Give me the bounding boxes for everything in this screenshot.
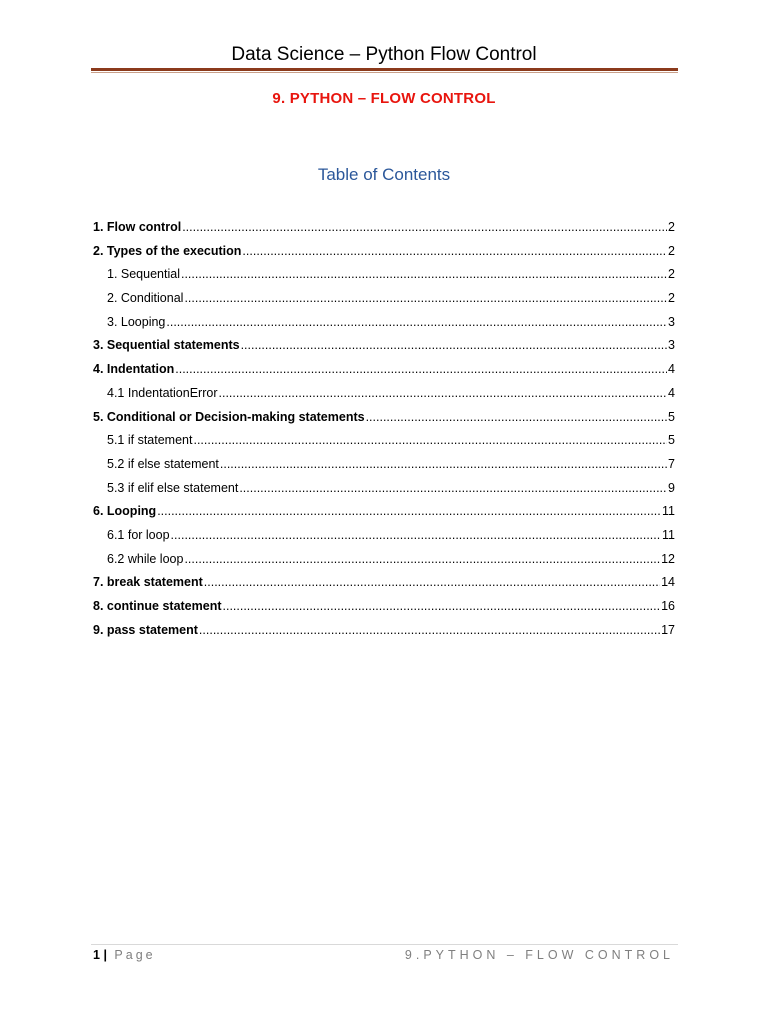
footer-rule xyxy=(91,944,678,945)
toc-dot-leader xyxy=(241,334,667,358)
footer-page-info xyxy=(93,948,156,962)
toc-entry-page: 2 xyxy=(668,243,675,258)
header-rule xyxy=(91,68,678,71)
toc-entry[interactable] xyxy=(93,358,675,382)
toc-dot-leader xyxy=(175,358,667,382)
toc-entry[interactable] xyxy=(93,334,675,358)
toc-entry[interactable] xyxy=(93,382,675,406)
footer-page-number: 1 xyxy=(93,948,100,962)
toc-entry-page: 17 xyxy=(661,622,675,637)
toc-entry[interactable] xyxy=(93,216,675,240)
toc-dot-leader xyxy=(223,595,661,619)
toc-entry[interactable] xyxy=(93,571,675,595)
toc-entry[interactable] xyxy=(93,311,675,335)
toc-dot-leader xyxy=(184,548,660,572)
toc-entry[interactable] xyxy=(93,477,675,501)
toc-entry-page: 11 xyxy=(662,527,675,542)
toc-heading: Table of Contents xyxy=(317,165,451,184)
toc-entry-page: 3 xyxy=(668,338,675,353)
toc-entry-label: 6.2 while loop xyxy=(107,551,184,566)
toc-entry-label: 1. Sequential xyxy=(107,267,180,282)
toc-entry-label: 5.1 if statement xyxy=(107,433,193,448)
toc-entry-page: 14 xyxy=(661,575,675,590)
toc-entry-page: 2 xyxy=(668,220,675,234)
toc-dot-leader xyxy=(199,619,660,643)
toc-entry-label: 7. break statement xyxy=(93,575,203,590)
toc-entry-page: 12 xyxy=(661,551,675,566)
toc-dot-leader xyxy=(204,571,660,595)
toc-entry-page: 11 xyxy=(662,504,675,519)
toc-dot-leader xyxy=(166,311,667,335)
toc-entry[interactable] xyxy=(93,287,675,311)
toc-dot-leader xyxy=(239,477,667,501)
toc-dot-leader xyxy=(181,263,667,287)
toc-dot-leader xyxy=(184,287,667,311)
toc-entry-label: 4. Indentation xyxy=(93,362,175,377)
toc-entry[interactable] xyxy=(93,263,675,287)
toc-entry[interactable] xyxy=(93,619,675,643)
toc-entry-page: 3 xyxy=(668,314,675,329)
toc-entry-page: 5 xyxy=(668,409,675,424)
header-rule-thin xyxy=(91,72,678,73)
toc-dot-leader xyxy=(242,240,667,264)
toc-entry[interactable] xyxy=(93,406,675,430)
toc-dot-leader xyxy=(219,382,668,406)
table-of-contents xyxy=(93,216,675,642)
toc-entry-label: 9. pass statement xyxy=(93,622,198,637)
toc-entry-page: 2 xyxy=(668,291,675,306)
toc-dot-leader xyxy=(171,524,661,548)
toc-entry-page: 16 xyxy=(661,599,675,613)
toc-dot-leader xyxy=(220,453,667,477)
toc-entry[interactable] xyxy=(93,429,675,453)
footer-chapter-title: 9.PYTHON – FLOW CONTROL xyxy=(404,948,674,962)
toc-entry-label: 5. Conditional or Decision-making statements xyxy=(93,409,365,424)
footer-separator: | xyxy=(103,948,107,962)
toc-entry-label: 1. Flow control xyxy=(93,220,182,234)
toc-entry-page: 5 xyxy=(668,433,675,448)
toc-entry[interactable] xyxy=(93,453,675,477)
toc-dot-leader xyxy=(366,406,667,430)
toc-entry-page: 2 xyxy=(668,267,675,282)
toc-entry-label: 6.1 for loop xyxy=(107,527,170,542)
toc-entry-label: 2. Conditional xyxy=(107,291,184,306)
toc-dot-leader xyxy=(182,216,667,240)
document-title: 9. PYTHON – FLOW CONTROL xyxy=(272,90,496,107)
toc-dot-leader xyxy=(193,429,667,453)
footer-page-label: Page xyxy=(114,948,156,962)
toc-entry[interactable] xyxy=(93,240,675,264)
toc-entry-label: 6. Looping xyxy=(93,504,157,519)
toc-entry[interactable] xyxy=(93,500,675,524)
toc-entry-label: 5.3 if elif else statement xyxy=(107,480,239,495)
toc-entry-label: 3. Sequential statements xyxy=(93,338,240,353)
toc-entry-label: 2. Types of the execution xyxy=(93,243,242,258)
toc-entry-label: 5.2 if else statement xyxy=(107,456,219,471)
toc-entry-label: 3. Looping xyxy=(107,314,166,329)
toc-entry-label: 8. continue statement xyxy=(93,599,222,613)
toc-entry[interactable] xyxy=(93,524,675,548)
toc-entry-page: 9 xyxy=(668,480,675,495)
toc-entry-label: 4.1 IndentationError xyxy=(107,385,218,400)
toc-entry-page: 4 xyxy=(668,385,675,400)
toc-dot-leader xyxy=(157,500,661,524)
running-header-title: Data Science – Python Flow Control xyxy=(231,44,537,65)
toc-entry-page: 7 xyxy=(668,456,675,471)
toc-entry-page: 4 xyxy=(668,362,675,377)
toc-entry[interactable] xyxy=(93,548,675,572)
toc-entry[interactable] xyxy=(93,595,675,619)
